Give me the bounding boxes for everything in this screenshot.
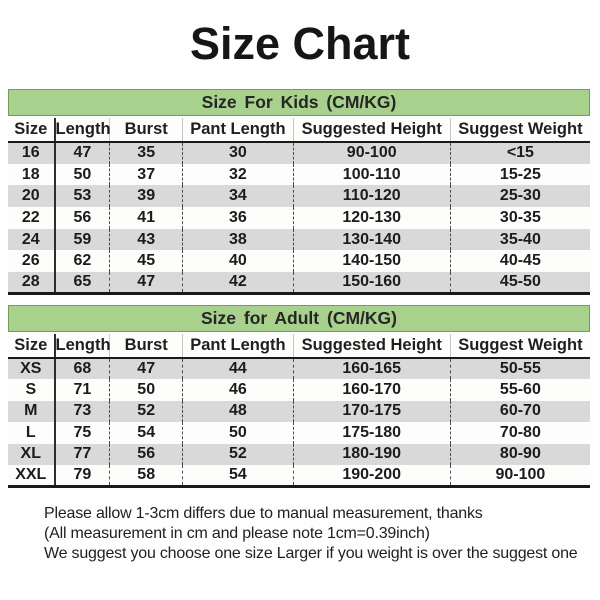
kids-section-banner: Size For Kids (CM/KG)	[8, 89, 590, 116]
table-row	[8, 229, 590, 251]
note-line: Please allow 1-3cm differs due to manual measurement, thanks	[44, 505, 483, 522]
kids-table-header	[8, 118, 590, 142]
adult-table-header	[8, 334, 590, 358]
table-cell: 54	[110, 422, 183, 443]
note-line: (All measurement in cm and please note 1cm=0.39inch)	[44, 525, 430, 542]
column-header: Burst	[110, 118, 183, 142]
table-cell: 110-120	[293, 185, 450, 207]
table-cell: 16	[8, 142, 55, 164]
table-cell: 56	[55, 207, 110, 229]
table-row	[8, 379, 590, 400]
adult-size-table	[8, 334, 590, 488]
table-cell: 150-160	[293, 272, 450, 294]
table-cell: 53	[55, 185, 110, 207]
table-cell: L	[8, 422, 55, 443]
table-cell: 54	[183, 465, 294, 486]
table-cell: 28	[8, 272, 55, 294]
table-cell: 52	[110, 401, 183, 422]
table-cell: 34	[183, 185, 294, 207]
table-cell: 140-150	[293, 250, 450, 272]
table-cell: 170-175	[293, 401, 450, 422]
header-row	[8, 118, 590, 142]
table-cell: 55-60	[499, 381, 541, 399]
column-header: Pant Length	[183, 118, 294, 142]
table-cell: 40	[183, 250, 294, 272]
table-cell: 70-80	[499, 423, 541, 441]
table-cell: 43	[110, 229, 183, 251]
table-cell: 190-200	[293, 465, 450, 486]
table-cell: 62	[55, 250, 110, 272]
kids-size-table	[8, 118, 590, 295]
table-row	[8, 164, 590, 186]
table-cell: 47	[110, 358, 183, 379]
table-cell: 160-170	[293, 379, 450, 400]
table-cell: 44	[183, 358, 294, 379]
table-row	[8, 250, 590, 272]
table-cell: XXL	[8, 465, 55, 486]
table-row	[8, 465, 590, 486]
table-cell: 50-55	[499, 360, 541, 378]
table-cell: 45	[110, 250, 183, 272]
table-cell: XL	[8, 444, 55, 465]
note-line: We suggest you choose one size Larger if you weight is over the suggest one	[44, 545, 578, 562]
column-header: Pant Length	[183, 334, 294, 358]
table-cell: 47	[55, 142, 110, 164]
table-cell: 79	[55, 465, 110, 486]
table-row	[8, 185, 590, 207]
table-cell: <15	[506, 144, 534, 162]
table-cell: 59	[55, 229, 110, 251]
table-cell: 50	[110, 379, 183, 400]
column-header: Suggested Height	[293, 334, 450, 358]
measurement-notes	[44, 504, 584, 564]
kids-size-section	[8, 89, 590, 295]
table-cell: 80-90	[499, 445, 541, 463]
table-cell: 160-165	[293, 358, 450, 379]
table-cell: 20	[8, 185, 55, 207]
table-cell: M	[8, 401, 55, 422]
table-cell: 130-140	[293, 229, 450, 251]
table-cell: 120-130	[293, 207, 450, 229]
table-cell: 40-45	[499, 252, 541, 270]
table-cell: 50	[183, 422, 294, 443]
table-cell: 25-30	[499, 187, 541, 205]
table-cell: 18	[8, 164, 55, 186]
table-cell: 60-70	[499, 402, 541, 420]
table-cell: 36	[183, 207, 294, 229]
table-cell: 39	[110, 185, 183, 207]
table-cell: 24	[8, 229, 55, 251]
table-cell: 47	[110, 272, 183, 294]
adult-table-body	[8, 358, 590, 486]
column-header: Size	[8, 118, 55, 142]
table-row	[8, 272, 590, 294]
table-cell: 90-100	[495, 465, 546, 483]
table-row	[8, 401, 590, 422]
table-row	[8, 444, 590, 465]
table-cell: 56	[110, 444, 183, 465]
table-cell: 37	[110, 164, 183, 186]
table-cell: 52	[183, 444, 294, 465]
table-cell: 26	[8, 250, 55, 272]
table-cell: 50	[55, 164, 110, 186]
adult-size-section	[8, 305, 590, 488]
table-cell: 46	[183, 379, 294, 400]
table-row	[8, 142, 590, 164]
table-cell: 35	[110, 142, 183, 164]
table-cell: 30-35	[499, 208, 541, 226]
table-cell: 65	[55, 272, 110, 294]
table-cell: 30	[183, 142, 294, 164]
table-cell: 71	[55, 379, 110, 400]
column-header: Suggest Weight	[450, 334, 590, 358]
column-header: Suggest Weight	[450, 118, 590, 142]
table-cell: 100-110	[293, 164, 450, 186]
table-cell: 75	[55, 422, 110, 443]
table-cell: 68	[55, 358, 110, 379]
table-row	[8, 358, 590, 379]
table-cell: XS	[8, 358, 55, 379]
table-cell: 77	[55, 444, 110, 465]
table-cell: 22	[8, 207, 55, 229]
table-cell: 41	[110, 207, 183, 229]
table-cell: 32	[183, 164, 294, 186]
column-header: Length	[55, 118, 110, 142]
table-cell: 38	[183, 229, 294, 251]
table-cell: 48	[183, 401, 294, 422]
table-row	[8, 422, 590, 443]
kids-table-body	[8, 142, 590, 294]
table-cell: 175-180	[293, 422, 450, 443]
table-cell: 90-100	[293, 142, 450, 164]
table-cell: S	[8, 379, 55, 400]
table-cell: 73	[55, 401, 110, 422]
table-cell: 15-25	[499, 165, 541, 183]
column-header: Size	[8, 334, 55, 358]
adult-section-banner: Size for Adult (CM/KG)	[8, 305, 590, 332]
table-cell: 58	[110, 465, 183, 486]
header-row	[8, 334, 590, 358]
table-cell: 42	[183, 272, 294, 294]
column-header: Burst	[110, 334, 183, 358]
table-row	[8, 207, 590, 229]
column-header: Length	[55, 334, 110, 358]
page-title: Size Chart	[189, 18, 411, 69]
table-cell: 45-50	[499, 273, 541, 291]
table-cell: 180-190	[293, 444, 450, 465]
column-header: Suggested Height	[293, 118, 450, 142]
table-cell: 35-40	[499, 230, 541, 248]
